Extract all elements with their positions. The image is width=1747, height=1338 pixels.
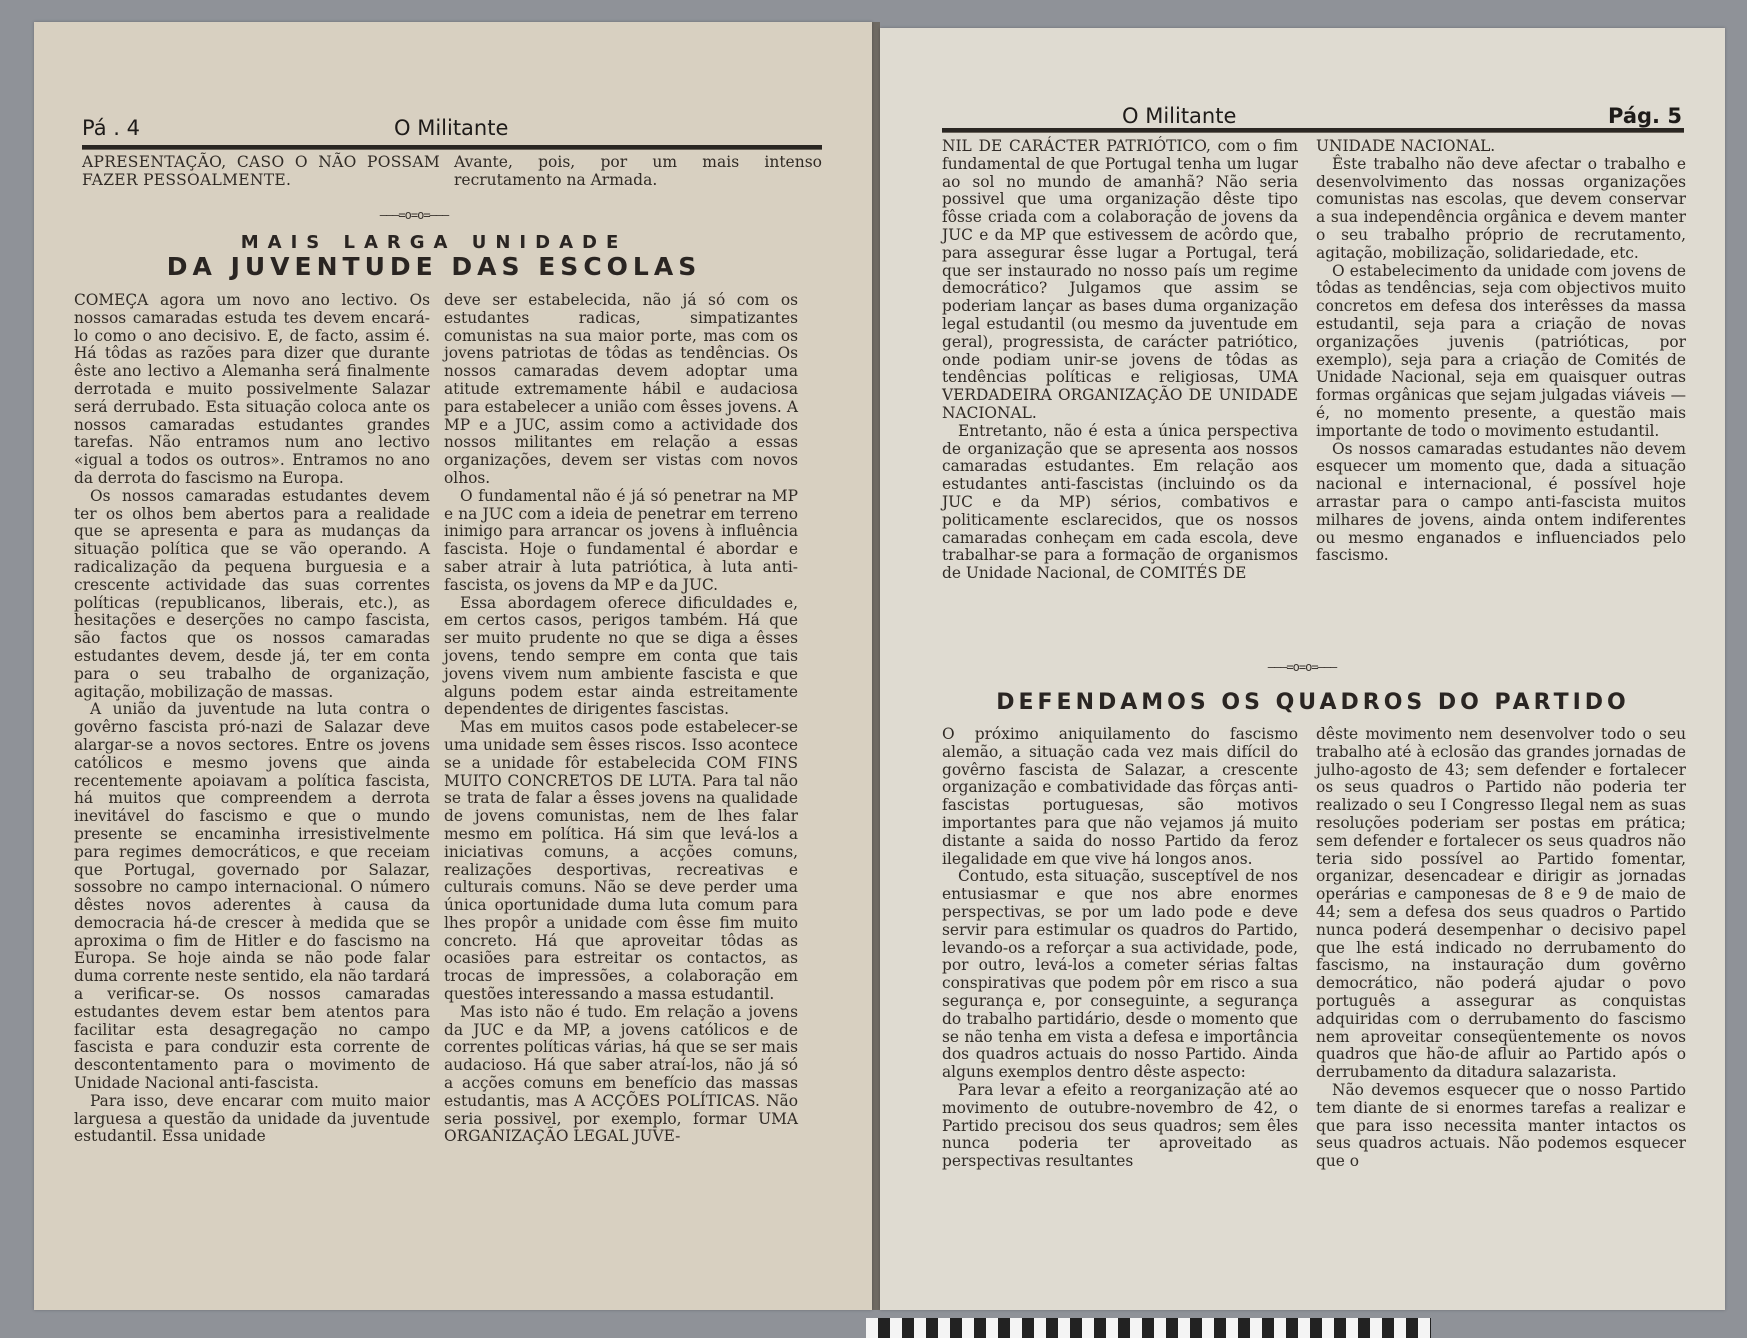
scan-scale-bar <box>866 1318 1431 1338</box>
article-continuation-column-2 <box>1316 138 1686 565</box>
header-rule <box>942 128 1684 133</box>
page-number: Pág. 5 <box>1608 104 1682 128</box>
header-rule <box>82 145 822 150</box>
paragraph: Êste trabalho não deve afectar o trabalho e desenvolvimento das nossas organizações comunistas nas escolas, que devem conservar a sua independência orgânica e devem manter o seu trabalho próprio de recrutamento, agitação, mobilização, solidariedade, etc. <box>1316 154 1686 262</box>
page-number: Pá . 4 <box>82 116 140 140</box>
paragraph: dêste movimento nem desenvolver todo o seu trabalho até à eclosão das grandes jornadas de julho-agosto de 43; sem defender e fortalecer os seus quadros o Partido não poderia ter realizado o seu I Congresso Ilegal nem as suas resoluções poderiam ser postas em prática; sem defender e fortalecer os seus quadros não teria sido possível ao Partido fomentar, organizar, desencadear e dirigir as jornadas operárias e camponesas de 8 e 9 de maio de 44; sem a defesa dos seus quadros o Partido nunca poderá desempenhar o decisivo papel que lhe está indicado no derrubamento do fascismo, na instauração dum govêrno democrático, não poderá ajudar o povo português a assegurar as conquistas adquiridas com o derrubamento do fascismo nem aproveitar conseqüentemente os novos quadros que hão-de afluir ao Partido após o derrubamento da ditadura salazarista. <box>1316 725 1686 1082</box>
article-column-2 <box>444 292 798 1146</box>
section-divider: ———=o=o=——— <box>1267 660 1337 674</box>
paragraph: deve ser estabelecida, não já só com os estudantes radicas, simpatizantes comunistas na sua maior porte, mas com os jovens patriotas de tôdas as tendências. Os nossos camaradas devem adoptar uma atitude extremamente hábil e audaciosa para estabelecer a união com êsses jovens. A MP e a JUC, assim como a actividade dos nossos militantes em relação a essas organizações, devem ser vistas com novos olhos. <box>444 291 798 487</box>
top-right-text: Avante, pois, por um mais intenso recrutamento na Armada. <box>454 153 822 189</box>
paragraph: Essa abordagem oferece dificuldades e, em certos casos, perigos também. Há que ser muito prudente no que se diga a êsses jovens, tendo sempre em conta que tais jovens vivem num ambiente fascista e que alguns podem estar ainda estreitamente dependentes de dirigentes fascistas. <box>444 593 798 719</box>
paragraph: O próximo aniquilamento do fascismo alemão, a situação cada vez mais difícil do govêrno fascista de Salazar, a crescente organização e combatividade das fôrças anti-fascistas portuguesas, são motivos importantes para que não vejamos já muito distante a saida do nosso Partido da feroz ilegalidade em que vive há longos anos. <box>942 725 1298 868</box>
right-page-header <box>940 100 1700 140</box>
article-column-3 <box>942 726 1298 1171</box>
paragraph: UNIDADE NACIONAL. <box>1316 137 1496 155</box>
paragraph: Não devemos esquecer que o nosso Partido tem diante de si enormes tarefas a realizar e que para isso necessita manter intactos os seus quadros actuais. Não podemos esquecer que o <box>1316 1080 1686 1171</box>
paragraph: Mas em muitos casos pode estabelecer-se uma unidade sem êsses riscos. Isso acontece se a unidade fôr estabelecida COM FINS MUITO CONCRETOS DE LUTA. Para tal não se trata de falar a êsses jovens na qualidade de jovens comunistas, nem de lhes falar mesmo em política. Há sim que levá-los a iniciativas comuns, a acções comuns, realizações desportivas, recreativas e culturais comuns. Não se deve perder uma única oportunidade duma luta comum para lhes propôr a unidade com êsse fim muito concreto. Há que aproveitar tôdas as ocasiões para estreitar os contactos, as trocas de impressões, a colaboração em questões interessando a massa estudantil. <box>444 718 798 1004</box>
headline-line-1: MAIS LARGA UNIDADE <box>240 232 628 253</box>
paragraph: Entretanto, não é esta a única perspectiva de organização que se apresenta aos nossos camaradas estudantes. Em relação aos estudantes anti-fascistas (incluindo os da JUC e da MP) sérios, combativos e politicamente esclarecidos, que os nossos camaradas conheçam em cada escola, deve trabalhar-se para a formação de organismos de Unidade Nacional, de COMITÉS DE <box>942 421 1298 583</box>
paragraph: O fundamental não é já só penetrar na MP e na JUC com a ideia de penetrar em terreno inimigo para arrancar os jovens à influência fascista. Hoje o fundamental é abordar e saber atrair à luta patriótica, à luta anti-fascista, os jovens da MP e da JUC. <box>444 486 798 594</box>
paragraph: A união da juventude na luta contra o govêrno fascista pró-nazi de Salazar deve alargar-se a novos sectores. Entre os jovens católicos e mesmo jovens que ainda recentemente apoiavam a política fascista, há muitos que compreendem a derrota inevitável do fascismo e que o mundo presente se encaminha irresistivelmente para regimes democráticos, e que receiam que Portugal, governado por Salazar, sossobre no campo internacional. O número dêstes novos aderentes à causa da democracia há-de crescer à medida que se aproxima o fim de Hitler e do fascismo na Europa. Se hoje ainda se não pode falar duma corrente neste sentido, ela não tardará a verificar-se. Os nossos camaradas estudantes devem estar bem atentos para facilitar esta desagregação no campo fascista e para conduzir esta corrente de descontentamento para o movimento de Unidade Nacional anti-fascista. <box>74 700 430 1093</box>
article-continuation-column-1 <box>942 138 1298 583</box>
paragraph: NIL DE CARÁCTER PATRIÓTICO, com o fim fundamental de que Portugal tenha um lugar ao sol no mundo de amanhã? Não seria possivel que uma organização dêste tipo fôsse criada com a colaboração de jovens da JUC e da MP que estivessem de acôrdo que, para assegurar êsse lugar a Portugal, terá que ser instaurado no nosso país um regime democrático? Julgamos que assim se poderiam lançar as bases duma organização legal estudantil (ou mesmo da juventude em geral), progressista, de carácter patriótico, onde podiam unir-se jovens de tôdas as tendências políticas e religiosas, UMA VERDADEIRA ORGANIZAÇÃO DE UNIDADE NACIONAL. <box>942 137 1298 422</box>
paragraph: COMEÇA agora um novo ano lectivo. Os nossos camaradas estuda tes devem encará-lo como o ano decisivo. E, de facto, assim é. Há tôdas as razões para dizer que durante êste ano lectivo a Alemanha será finalmente derrotada e muito possivelmente Salazar será derrubado. Esta situação coloca ante os nossos camaradas estudantes grandes tarefas. Não entramos num ano lectivo «igual a todos os outros». Entramos no ano da derrota do fascismo na Europa. <box>74 291 430 487</box>
headline-line-2: DA JUVENTUDE DAS ESCOLAS <box>166 252 702 281</box>
book-gutter <box>872 22 880 1310</box>
paragraph: O estabelecimento da unidade com jovens de tôdas as tendências, seja com objectivos muito concretos em defesa dos interêsses da massa estudantil, seja para a criação de novas organizações juvenis (patrióticas, por exemplo), seja para a criação de Comités de Unidade Nacional, seja em quaisquer outras formas orgânicas que sejam julgadas viáveis — é, no momento presente, a questão mais importante de todo o movimento estudantil. <box>1316 261 1686 440</box>
paragraph: Para levar a efeito a reorganização até ao movimento de outubre-novembro de 42, o Partido precisou dos seus quadros; sem êles nunca poderia ter aproveitado as perspectivas resultantes <box>942 1080 1298 1171</box>
paragraph: Os nossos camaradas estudantes não devem esquecer um momento que, dada a situação nacional e internacional, é possível hoje arrastar para o campo anti-fascista muitos milhares de jovens, ainda ontem indiferentes ou mesmo enganados e influenciados pelo fascismo. <box>1316 439 1686 565</box>
right-page <box>880 28 1725 1310</box>
left-page <box>34 22 872 1310</box>
top-left-text: APRESENTAÇÃO, CASO O NÃO POSSAM FAZER PESSOALMENTE. <box>82 153 440 189</box>
paragraph: Mas isto não é tudo. Em relação a jovens da JUC e da MP, a jovens católicos e de correntes políticas várias, há que se ser mais audacioso. Há que saber atraí-los, não já só a acções comuns em benefício das massas estudantis, mas A ACÇÕES POLÍTICAS. Não seria possivel, por exemplo, formar UMA ORGANIZAÇÃO LEGAL JUVE- <box>444 1002 798 1146</box>
article-column-1 <box>74 292 430 1146</box>
section-divider: ———=o=o=——— <box>379 208 449 222</box>
paragraph: Os nossos camaradas estudantes devem ter os olhos bem abertos para a realidade que se apresenta e para as mudanças da situação política que se vão operando. A radicalização da pequena burguesia e a crescente actividade das suas correntes políticas (republicanos, liberais, etc.), as hesitações e deserções no campo fascista, são factos que os nossos camaradas estudantes devem, desde já, ter em conta para o seu trabalho de organização, agitação, mobilização de massas. <box>74 486 430 701</box>
article-column-4 <box>1316 726 1686 1171</box>
publication-title: O Militante <box>1122 104 1237 128</box>
article-headline: DEFENDAMOS OS QUADROS DO PARTIDO <box>996 690 1630 715</box>
paragraph: Contudo, esta situação, susceptível de nos entusiasmar e que nos abre enormes perspectivas, se por um lado pode e deve servir para estimular os quadros do Partido, levando-os a reforçar a sua actividade, pode, por outro, levá-los a cometer sérias faltas conspirativas que podem pôr em risco a sua segurança e, por conseguinte, a segurança do trabalho partidário, desde o momento que se não tenha em vista a defesa e importância dos quadros actuais do nosso Partido. Ainda alguns exemplos dentro dêste aspecto: <box>942 867 1298 1082</box>
publication-title: O Militante <box>394 116 509 140</box>
paragraph: Para isso, deve encarar com muito maior larguesa a questão da unidade da juventude estudantil. Essa unidade <box>74 1091 430 1146</box>
